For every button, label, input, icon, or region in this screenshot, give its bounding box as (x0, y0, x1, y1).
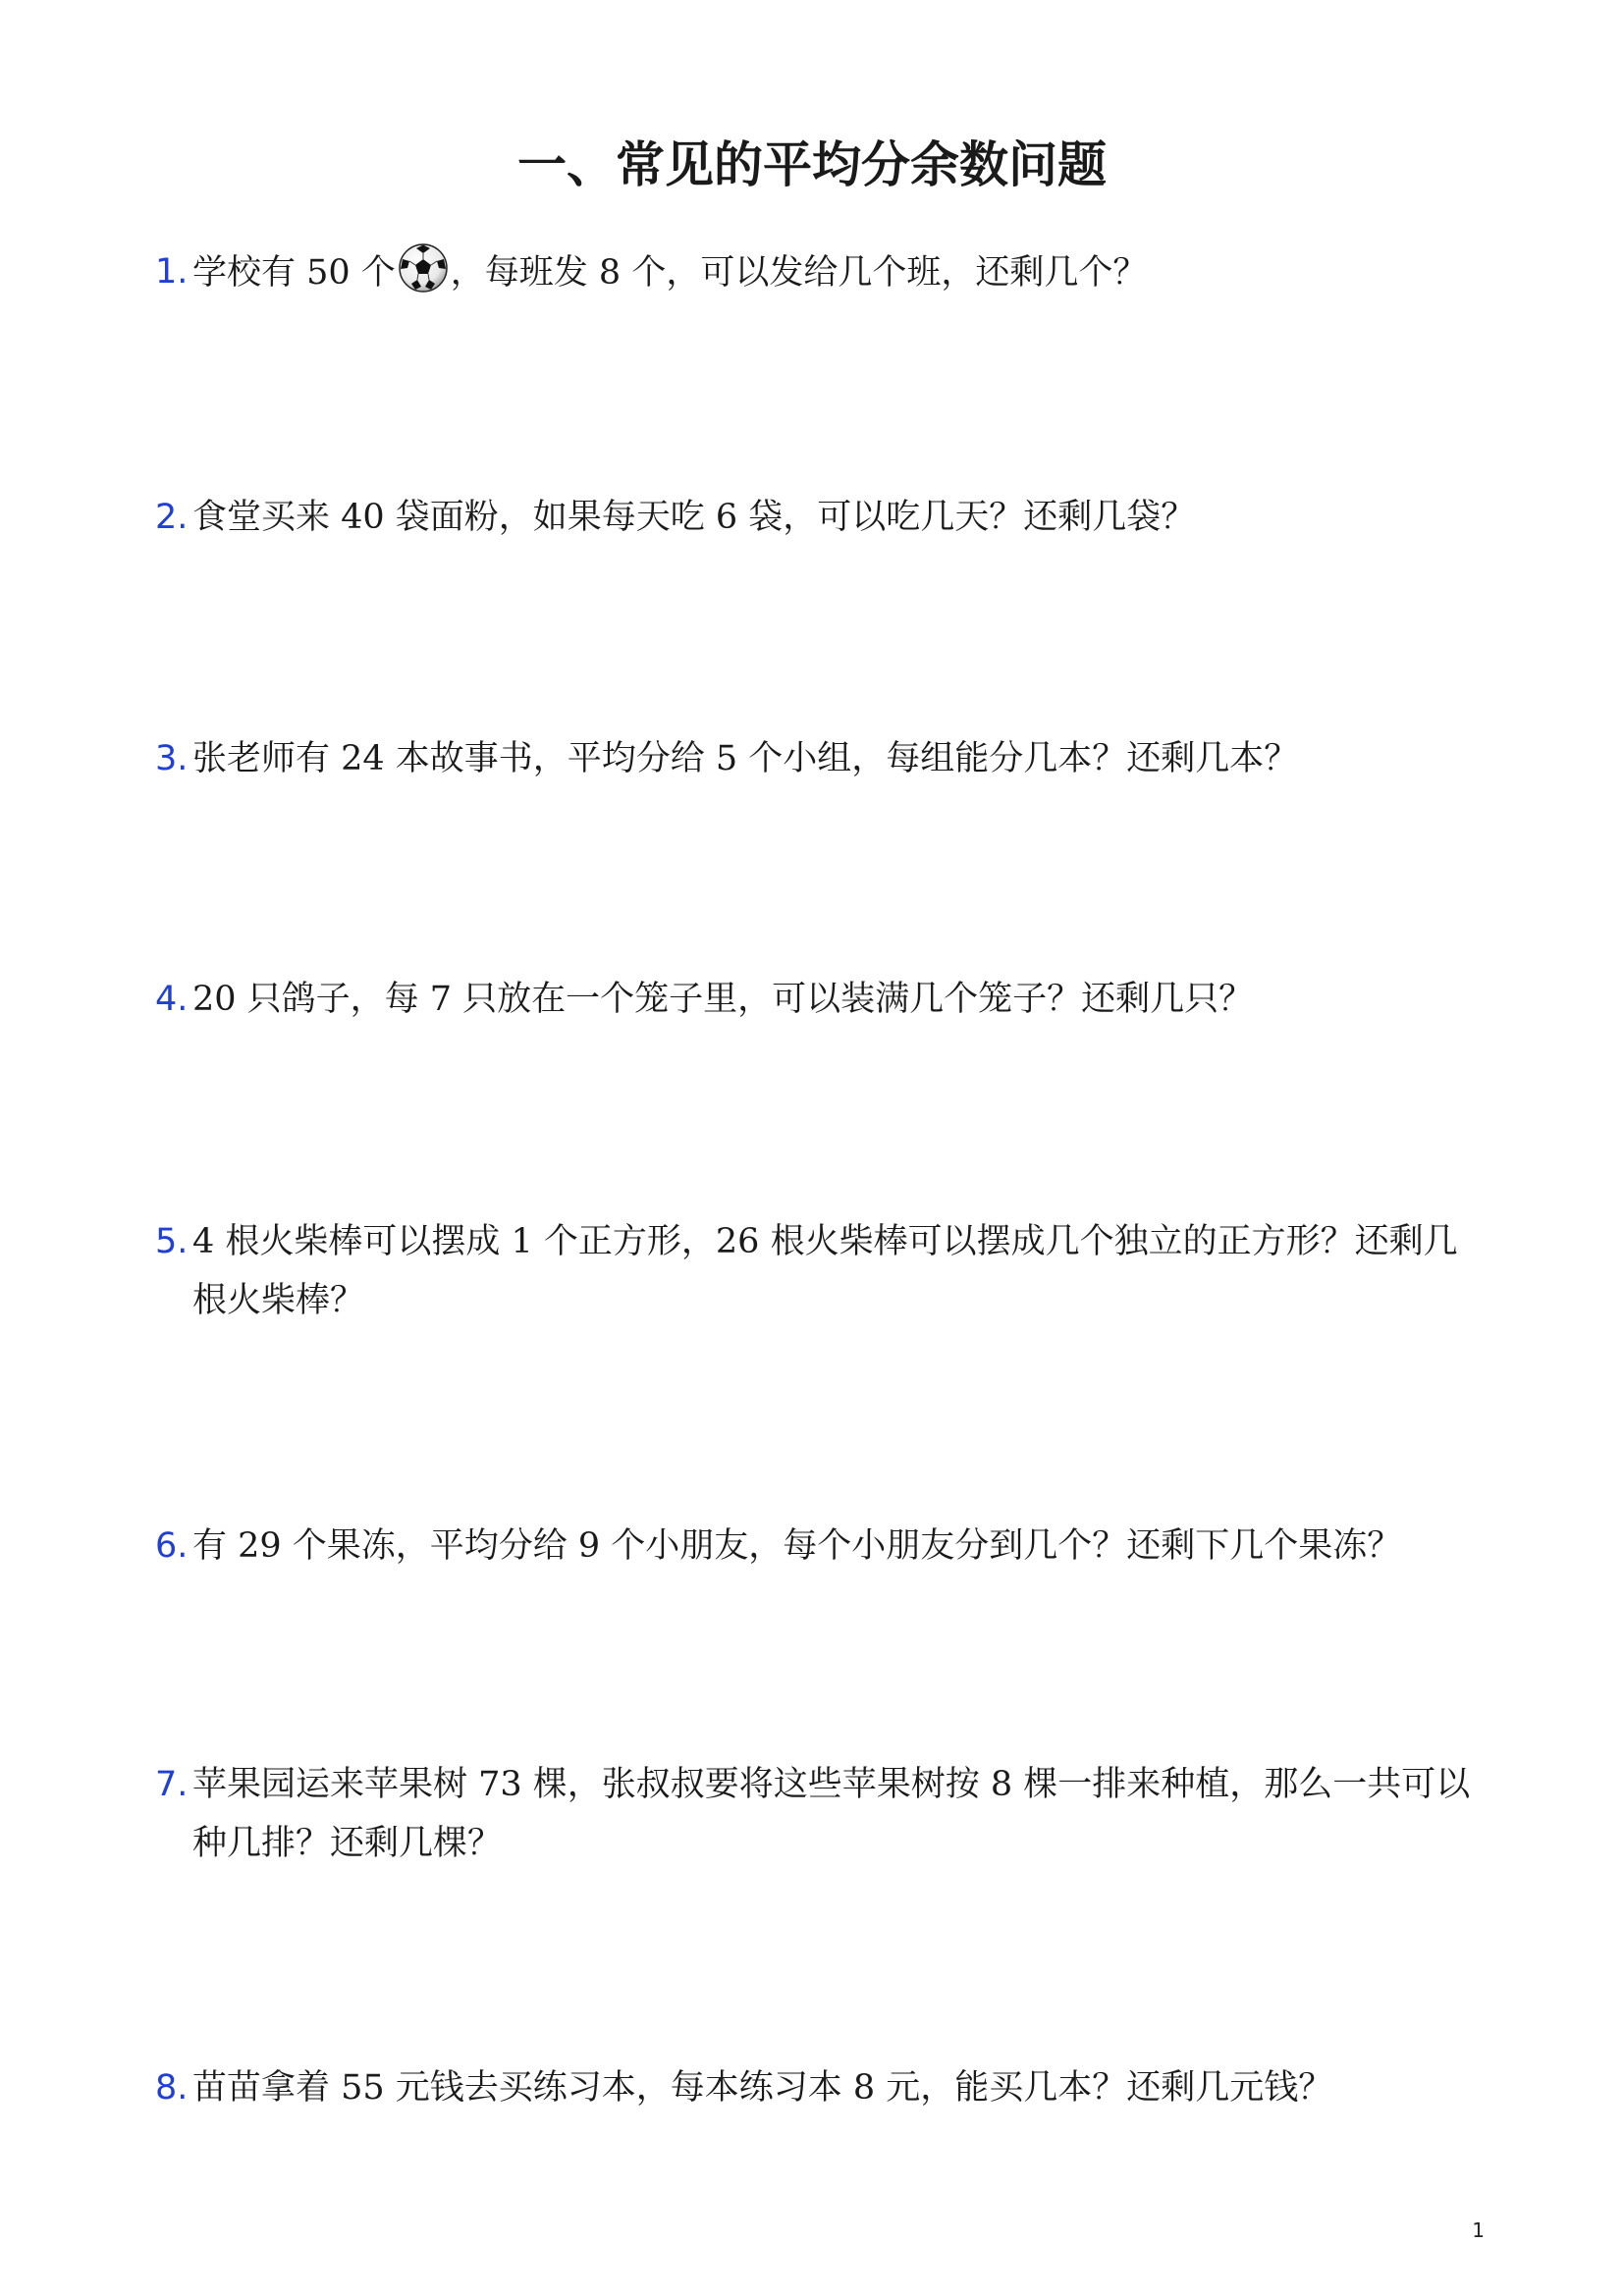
page-number: 1 (1472, 2218, 1485, 2242)
problem-number: 1. (155, 252, 189, 292)
problem-text: 苹果园运来苹果树 73 棵，张叔叔要将这些苹果树按 8 棵一排来种植，那么一共可以种几排？还剩几棵？ (192, 1765, 1471, 1863)
problem-1 (155, 242, 1490, 302)
problem-text: 4 根火柴棒可以摆成 1 个正方形，26 根火柴棒可以摆成几个独立的正方形？还剩几根火柴棒？ (192, 1222, 1458, 1320)
problem-text (192, 242, 1490, 302)
page-title: 一、常见的平均分余数问题 (517, 136, 1107, 193)
problem-number: 8. (155, 2068, 189, 2108)
problem-number: 6. (155, 1526, 189, 1566)
problem-2 (155, 488, 1490, 547)
problem-4 (155, 970, 1490, 1029)
problem-number: 3. (155, 739, 189, 778)
problem-number: 4. (155, 980, 189, 1019)
soccer-ball-icon (398, 242, 449, 294)
problem-text-before-icon: 学校有 50 个 (192, 253, 396, 293)
problem-3 (155, 729, 1490, 788)
problem-text: 苗苗拿着 55 元钱去买练习本，每本练习本 8 元，能买几本？还剩几元钱？ (192, 2068, 1333, 2108)
problem-number: 5. (155, 1222, 189, 1261)
problem-8 (155, 2058, 1490, 2117)
problem-text: 有 29 个果冻，平均分给 9 个小朋友，每个小朋友分到几个？还剩下几个果冻？ (192, 1526, 1402, 1566)
problem-text: 张老师有 24 本故事书，平均分给 5 个小组，每组能分几本？还剩几本？ (192, 739, 1299, 778)
problem-text-after-icon: ，每班发 8 个，可以发给几个班，还剩几个？ (450, 253, 1148, 293)
problem-text: 食堂买来 40 袋面粉，如果每天吃 6 袋，可以吃几天？还剩几袋？ (192, 498, 1196, 537)
problem-6 (155, 1517, 1490, 1575)
problem-text: 20 只鸽子，每 7 只放在一个笼子里，可以装满几个笼子？还剩几只？ (192, 980, 1254, 1019)
problem-number: 2. (155, 498, 189, 537)
problem-number: 7. (155, 1765, 189, 1804)
problem-7 (155, 1755, 1490, 1873)
problem-5 (155, 1212, 1490, 1330)
